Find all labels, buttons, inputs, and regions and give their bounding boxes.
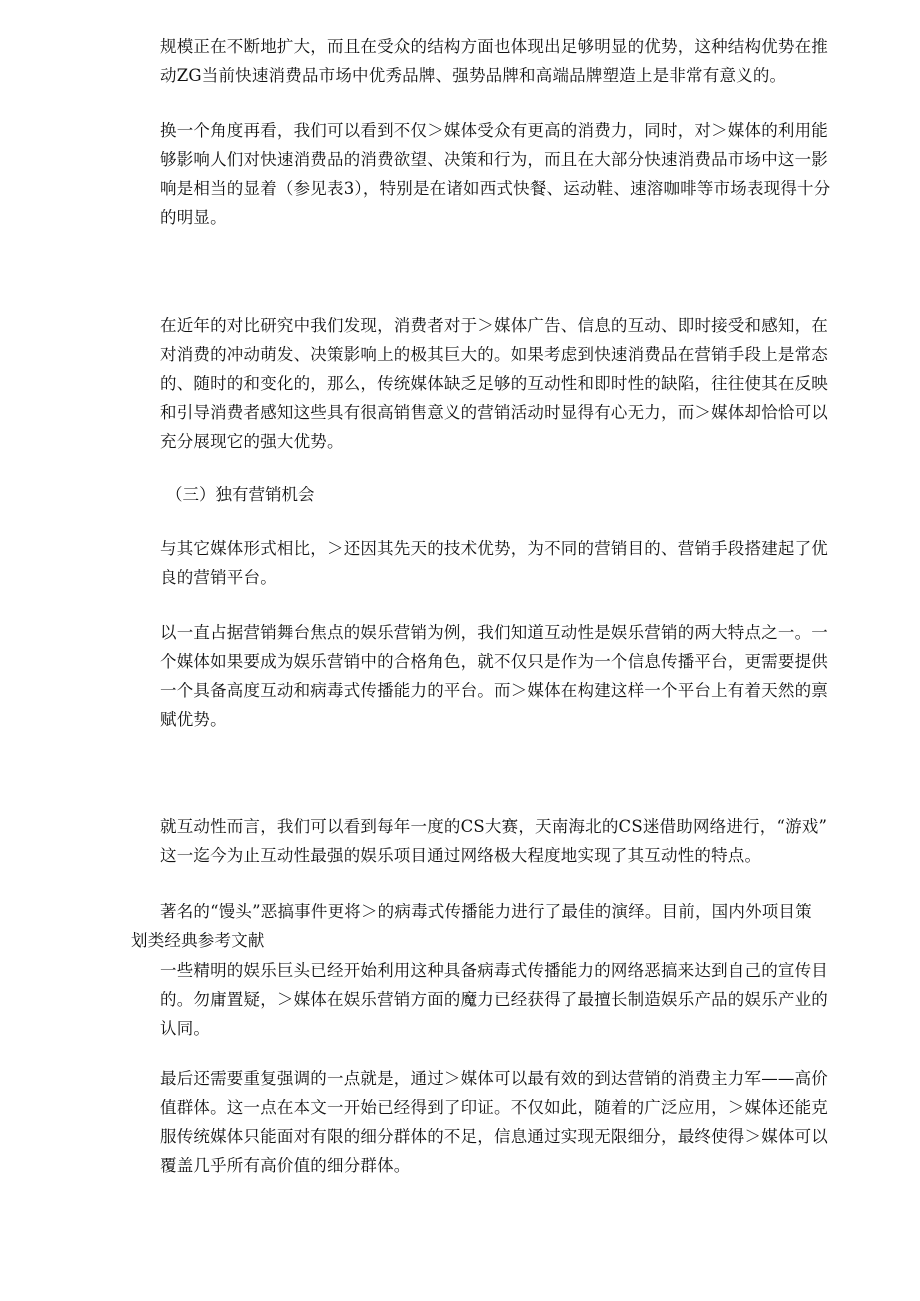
- paragraph-line: 认同。: [160, 1019, 211, 1038]
- paragraph-line: 个媒体如果要成为娱乐营销中的合格角色，就不仅只是作为一个信息传播平台，更需要提供: [160, 652, 828, 671]
- paragraph-1: [160, 32, 850, 90]
- section-heading-text: （三）独有营销机会: [166, 485, 315, 504]
- paragraph-6: [160, 812, 850, 870]
- paragraph-4: [160, 534, 850, 592]
- paragraph-line: 值群体。这一点在本文一开始已经得到了印证。不仅如此，随着的广泛应用，＞媒体还能克: [160, 1098, 828, 1117]
- paragraph-line: 对消费的冲动萌发、决策影响上的极其巨大的。如果考虑到快速消费品在营销手段上是常态: [160, 345, 828, 364]
- section-heading: [166, 480, 315, 509]
- paragraph-line: 一些精明的娱乐巨头已经开始利用这种具备病毒式传播能力的网络恶搞来达到自己的宣传目: [160, 961, 828, 980]
- paragraph-line: 一个具备高度互动和病毒式传播能力的平台。而＞媒体在构建这样一个平台上有着天然的禀: [160, 681, 828, 700]
- paragraph-line: 和引导消费者感知这些具有很高销售意义的营销活动时显得有心无力，而＞媒体却恰恰可以: [160, 403, 828, 422]
- paragraph-line: 动ZG当前快速消费品市场中优秀品牌、强势品牌和高端品牌塑造上是非常有意义的。: [160, 66, 787, 85]
- paragraph-line: 覆盖几乎所有高价值的细分群体。: [160, 1156, 411, 1175]
- paragraph-line: 与其它媒体形式相比，＞还因其先天的技术优势，为不同的营销目的、营销手段搭建起了优: [160, 539, 828, 558]
- paragraph-line: 著名的“馒头”恶搞事件更将＞的病毒式传播能力进行了最佳的演绎。目前，国内外项目策: [160, 902, 812, 921]
- paragraph-5: [160, 618, 850, 734]
- paragraph-3: [160, 311, 850, 456]
- paragraph-line: 的。勿庸置疑，＞媒体在娱乐营销方面的魔力已经获得了最擅长制造娱乐产品的娱乐产业的: [160, 990, 828, 1009]
- paragraph-line: 划类经典参考文献: [131, 931, 265, 950]
- paragraph-2: [160, 116, 850, 232]
- paragraph-7: [131, 897, 851, 955]
- paragraph-line: 的、随时的和变化的，那么，传统媒体缺乏足够的互动性和即时性的缺陷，往往使其在反映: [160, 374, 828, 393]
- paragraph-line: 良的营销平台。: [160, 568, 277, 587]
- paragraph-line: 在近年的对比研究中我们发现，消费者对于＞媒体广告、信息的互动、即时接受和感知，在: [160, 316, 828, 335]
- paragraph-line: 以一直占据营销舞台焦点的娱乐营销为例，我们知道互动性是娱乐营销的两大特点之一。一: [160, 623, 828, 642]
- paragraph-line: 服传统媒体只能面对有限的细分群体的不足，信息通过实现无限细分，最终使得＞媒体可以: [160, 1127, 828, 1146]
- paragraph-line: 规模正在不断地扩大，而且在受众的结构方面也体现出足够明显的优势，这种结构优势在推: [160, 37, 828, 56]
- paragraph-9: [160, 1064, 850, 1180]
- paragraph-line: 最后还需要重复强调的一点就是，通过＞媒体可以最有效的到达营销的消费主力军——高价: [160, 1069, 828, 1088]
- paragraph-line: 赋优势。: [160, 710, 227, 729]
- paragraph-line: 的明显。: [160, 208, 227, 227]
- paragraph-line: 响是相当的显着（参见表3），特别是在诸如西式快餐、运动鞋、速溶咖啡等市场表现得十分: [160, 179, 831, 198]
- paragraph-line: 这一迄今为止互动性最强的娱乐项目通过网络极大程度地实现了其互动性的特点。: [160, 846, 762, 865]
- paragraph-line: 换一个角度再看，我们可以看到不仅＞媒体受众有更高的消费力，同时，对＞媒体的利用能: [160, 121, 828, 140]
- paragraph-line: 充分展现它的强大优势。: [160, 432, 344, 451]
- paragraph-8: [160, 956, 850, 1043]
- paragraph-line: 就互动性而言，我们可以看到每年一度的CS大赛，天南海北的CS迷借助网络进行，“游戏”: [160, 817, 828, 836]
- paragraph-line: 够影响人们对快速消费品的消费欲望、决策和行为，而且在大部分快速消费品市场中这一影: [160, 150, 828, 169]
